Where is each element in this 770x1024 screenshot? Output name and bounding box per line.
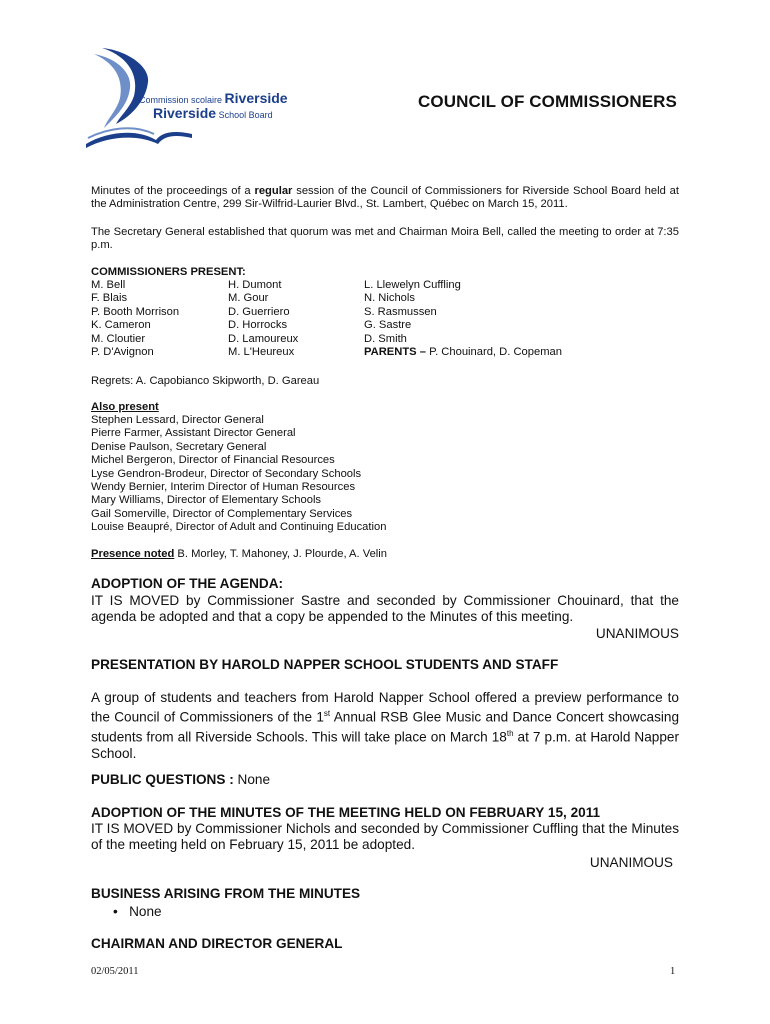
business-bullet: • None xyxy=(113,904,162,919)
commissioner-name: M. Cloutier xyxy=(91,332,146,345)
commissioners-present-heading: COMMISSIONERS PRESENT: xyxy=(91,266,246,278)
also-present-list xyxy=(91,414,386,535)
minutes-result: UNANIMOUS xyxy=(589,855,673,870)
commissioner-name: D. Lamoureux xyxy=(228,332,299,345)
staff-line: Wendy Bernier, Interim Director of Human Resources xyxy=(91,480,356,493)
staff-line: Gail Somerville, Director of Complementary Services xyxy=(91,507,353,520)
commissioner-name: P. D'Avignon xyxy=(91,345,154,358)
presentation-heading: PRESENTATION BY HAROLD NAPPER SCHOOL STUDENTS AND STAFF xyxy=(91,657,559,672)
commissioner-name: S. Rasmussen xyxy=(364,305,437,318)
page-title: COUNCIL OF COMMISSIONERS xyxy=(418,92,677,111)
agenda-text: IT IS MOVED by Commissioner Sastre and seconded by Commissioner Chouinard, that the agenda be adopted and that a copy be appended to the Minutes of this meeting. xyxy=(91,593,679,625)
also-present-heading: Also present xyxy=(91,401,159,413)
commissioner-name: F. Blais xyxy=(91,292,128,305)
logo-line-2: Riverside School Board xyxy=(153,105,273,121)
agenda-heading: ADOPTION OF THE AGENDA: xyxy=(91,576,284,591)
commissioner-name: K. Cameron xyxy=(91,319,151,332)
staff-line: Denise Paulson, Secretary General xyxy=(91,440,267,453)
footer-page-number: 1 xyxy=(670,966,676,977)
commissioner-name: M. L'Heureux xyxy=(228,345,295,358)
commissioner-name: G. Sastre xyxy=(364,319,412,332)
commissioners-col-3 xyxy=(364,279,562,359)
staff-line: Mary Williams, Director of Elementary Schools xyxy=(91,494,322,507)
staff-line: Lyse Gendron-Brodeur, Director of Secondary Schools xyxy=(91,467,362,480)
commissioner-name: L. Llewelyn Cuffling xyxy=(364,279,461,291)
commissioner-name: D. Horrocks xyxy=(228,319,288,332)
minutes-text: IT IS MOVED by Commissioner Nichols and seconded by Commissioner Cuffling that the Minutes of the meeting held on February 15, 2011 be adopted. xyxy=(91,821,679,853)
commissioner-name: N. Nichols xyxy=(364,292,415,305)
minutes-heading: ADOPTION OF THE MINUTES OF THE MEETING HELD ON FEBRUARY 15, 2011 xyxy=(91,805,601,820)
staff-line: Louise Beaupré, Director of Adult and Continuing Education xyxy=(91,521,387,534)
presence-noted-line: Presence noted B. Morley, T. Mahoney, J. Plourde, A. Velin xyxy=(91,548,387,560)
public-questions-line: PUBLIC QUESTIONS : None xyxy=(91,772,271,787)
intro-paragraph: Minutes of the proceedings of a regular session of the Council of Commissioners for Riverside School Board held at the Administration Centre, 299 Sir-Wilfrid-Laurier Blvd., St. Lambert, Québec on March 15, 2011. xyxy=(91,185,679,211)
logo-line-1: Commission scolaire Riverside xyxy=(139,90,288,106)
staff-line: Pierre Farmer, Assistant Director General xyxy=(91,427,296,440)
regrets-line: Regrets: A. Capobianco Skipworth, D. Gareau xyxy=(91,375,320,387)
bullet-icon: • xyxy=(113,904,118,919)
parents-line: PARENTS – P. Chouinard, D. Copeman xyxy=(364,345,562,358)
business-heading: BUSINESS ARISING FROM THE MINUTES xyxy=(91,886,361,901)
quorum-paragraph: The Secretary General established that quorum was met and Chairman Moira Bell, called the meeting to order at 7:35 p.m. xyxy=(91,226,679,252)
commissioner-name: P. Booth Morrison xyxy=(91,305,180,318)
agenda-result: UNANIMOUS xyxy=(595,626,679,641)
commissioner-name: D. Guerriero xyxy=(228,305,290,318)
staff-line: Stephen Lessard, Director General xyxy=(91,414,264,426)
footer-date: 02/05/2011 xyxy=(91,966,139,977)
staff-line: Michel Bergeron, Director of Financial Resources xyxy=(91,454,335,467)
commissioners-col-2 xyxy=(228,279,298,359)
chairman-heading: CHAIRMAN AND DIRECTOR GENERAL xyxy=(91,936,343,951)
presentation-text: A group of students and teachers from Harold Napper School offered a preview performance to the Council of Commissioners of the 1st Annual RSB Glee Music and Dance Concert showcasing students from all Riverside Schools. This will take place on March 18th at 7 p.m. at Harold Napper School. xyxy=(91,690,680,762)
commissioner-name: M. Bell xyxy=(91,279,126,291)
commissioner-name: M. Gour xyxy=(228,292,269,305)
commissioner-name: H. Dumont xyxy=(228,279,282,291)
commissioner-name: D. Smith xyxy=(364,332,407,345)
commissioners-col-1 xyxy=(91,279,179,359)
